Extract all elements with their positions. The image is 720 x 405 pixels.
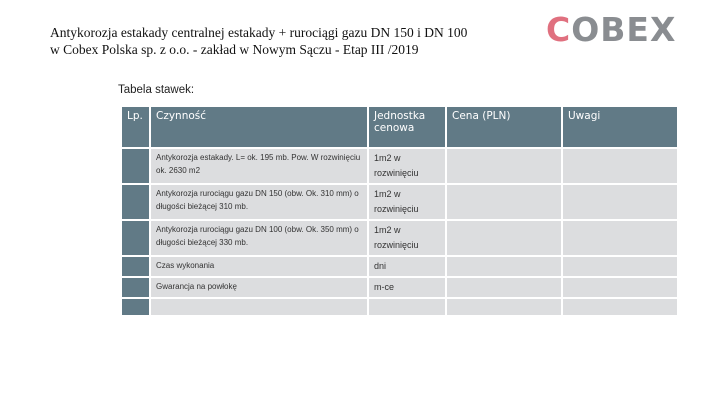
table-row (121, 277, 678, 298)
czynnosc-text: Gwarancja na powłokę (156, 282, 237, 291)
czynnosc-text: Czas wykonania (156, 261, 215, 270)
cell-jednostka (368, 277, 446, 298)
cell-cena[interactable] (446, 256, 562, 277)
jednostka-text: 1m2 w rozwinięciu (374, 153, 419, 178)
logo-first-letter: C (546, 10, 572, 49)
cell-cena[interactable] (446, 220, 562, 256)
cobex-logo (546, 12, 676, 48)
cell-jednostka (368, 148, 446, 184)
cell-uwagi[interactable] (562, 298, 678, 316)
cell-czynnosc (150, 220, 368, 256)
column-header-czynnosc: Czynność (150, 106, 368, 148)
cell-czynnosc (150, 184, 368, 220)
cell-jednostka (368, 184, 446, 220)
table-row (121, 256, 678, 277)
column-header-uwagi: Uwagi (562, 106, 678, 148)
jednostka-text: 1m2 w rozwinięciu (374, 225, 419, 250)
document-title (50, 24, 520, 58)
cell-czynnosc (150, 298, 368, 316)
cell-lp (121, 256, 150, 277)
column-header-cena: Cena (PLN) (446, 106, 562, 148)
title-line-1: Antykorozja estakady centralnej estakady + rurociągi gazu DN 150 i DN 100 (50, 25, 468, 40)
cell-cena[interactable] (446, 184, 562, 220)
jednostka-text (369, 299, 445, 303)
jednostka-text: 1m2 w rozwinięciu (374, 189, 419, 214)
cell-uwagi[interactable] (562, 148, 678, 184)
czynnosc-text: Antykorozja rurociągu gazu DN 100 (obw. Ok. 350 mm) o długości bieżącej 330 mb. (156, 225, 359, 247)
table-row (121, 184, 678, 220)
table-row (121, 220, 678, 256)
czynnosc-text (151, 299, 367, 303)
title-line-2: w Cobex Polska sp. z o.o. - zakład w Nowym Sączu - Etap III /2019 (50, 42, 419, 57)
cell-lp (121, 184, 150, 220)
table-row (121, 298, 678, 316)
jednostka-text: m-ce (374, 282, 394, 292)
rates-table (120, 105, 679, 317)
cell-uwagi[interactable] (562, 256, 678, 277)
cell-lp (121, 148, 150, 184)
cell-lp (121, 220, 150, 256)
cell-jednostka (368, 256, 446, 277)
column-header-jednostka: Jednostka cenowa (368, 106, 446, 148)
cell-cena[interactable] (446, 277, 562, 298)
cell-czynnosc (150, 277, 368, 298)
cell-cena[interactable] (446, 148, 562, 184)
jednostka-text: dni (374, 261, 387, 271)
czynnosc-text: Antykorozja estakady. L= ok. 195 mb. Pow. W rozwinięciu ok. 2630 m2 (156, 153, 361, 175)
cell-czynnosc (150, 148, 368, 184)
table-caption: Tabela stawek: (118, 84, 195, 96)
table-row (121, 148, 678, 184)
cell-cena[interactable] (446, 298, 562, 316)
cell-czynnosc (150, 256, 368, 277)
cell-uwagi[interactable] (562, 220, 678, 256)
cell-uwagi[interactable] (562, 277, 678, 298)
cell-jednostka (368, 298, 446, 316)
cell-lp (121, 298, 150, 316)
cell-jednostka (368, 220, 446, 256)
czynnosc-text: Antykorozja rurociągu gazu DN 150 (obw. Ok. 310 mm) o długości bieżącej 310 mb. (156, 189, 359, 211)
logo-rest: OBEX (571, 10, 677, 49)
column-header-lp: Lp. (121, 106, 150, 148)
cell-lp (121, 277, 150, 298)
table-header-row (121, 106, 678, 148)
cell-uwagi[interactable] (562, 184, 678, 220)
